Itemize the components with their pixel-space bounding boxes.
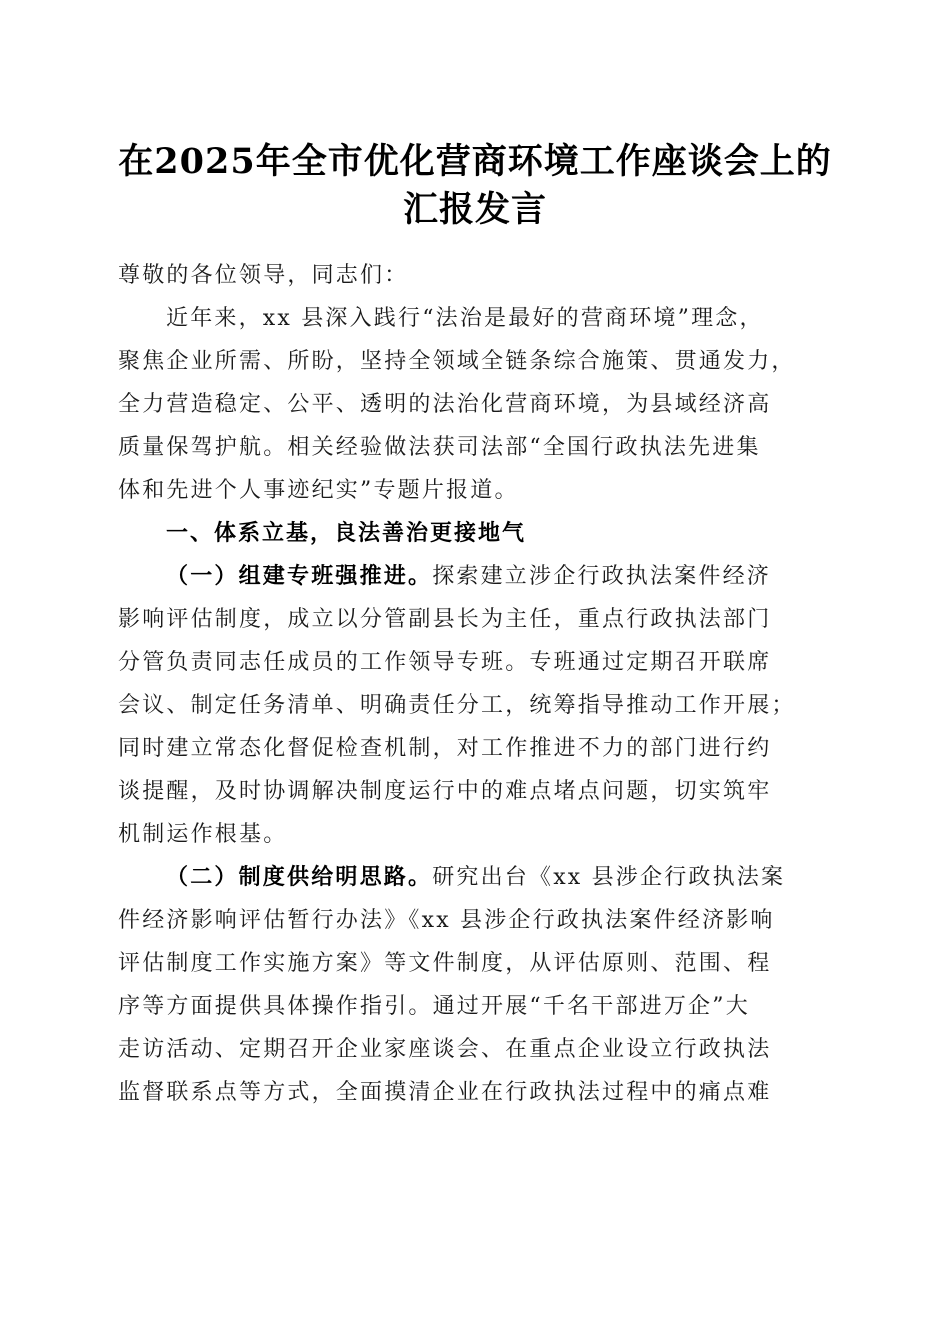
subsection-2-line: 走访活动、定期召开企业家座谈会、在重点企业设立行政执法 xyxy=(118,1037,772,1062)
intro-line: 近年来，xx 县深入践行“法治是最好的营商环境”理念， xyxy=(166,306,764,331)
title-line-1: 在2025年全市优化营商环境工作座谈会上的 xyxy=(118,141,832,182)
subsection-1-first-line xyxy=(118,555,838,598)
document-body xyxy=(118,254,838,1114)
subsection-2-first-line xyxy=(118,856,838,899)
subsection-2-text: 研究出台《xx 县涉企行政执法案 xyxy=(432,865,786,890)
title-line-2: 汇报发言 xyxy=(402,189,547,230)
salutation: 尊敬的各位领导，同志们： xyxy=(118,263,409,288)
subsection-1-text: 探索建立涉企行政执法案件经济 xyxy=(432,564,772,589)
subsection-2-line: 件经济影响评估暂行办法》《xx 县涉企行政执法案件经济影响 xyxy=(118,908,775,933)
intro-line: 聚焦企业所需、所盼，坚持全领域全链条综合施策、贯通发力， xyxy=(118,349,796,374)
subsection-1-line: 会议、制定任务清单、明确责任分工，统筹指导推动工作开展； xyxy=(118,693,796,718)
subsection-1-line: 同时建立常态化督促检查机制，对工作推进不力的部门进行约 xyxy=(118,736,772,761)
subsection-1-line: 影响评估制度，成立以分管副县长为主任，重点行政执法部门 xyxy=(118,607,772,632)
subsection-2-line: 序等方面提供具体操作指引。通过开展“千名干部进万企”大 xyxy=(118,994,750,1019)
subsection-2-line: 评估制度工作实施方案》等文件制度，从评估原则、范围、程 xyxy=(118,951,772,976)
subsection-1-line: 机制运作根基。 xyxy=(118,822,288,847)
subsection-1-label: （一）组建专班强推进。 xyxy=(166,563,433,589)
subsection-2-label: （二）制度供给明思路。 xyxy=(166,864,433,890)
intro-line: 体和先进个人事迹纪实”专题片报道。 xyxy=(118,478,519,503)
document-title xyxy=(110,138,840,234)
subsection-2-line: 监督联系点等方式，全面摸清企业在行政执法过程中的痛点难 xyxy=(118,1080,772,1105)
intro-line: 质量保驾护航。相关经验做法获司法部“全国行政执法先进集 xyxy=(118,435,761,460)
subsection-1-line: 谈提醒，及时协调解决制度运行中的难点堵点问题，切实筑牢 xyxy=(118,779,772,804)
intro-line: 全力营造稳定、公平、透明的法治化营商环境，为县域经济高 xyxy=(118,392,772,417)
section-heading-1: 一、体系立基，良法善治更接地气 xyxy=(166,521,527,546)
subsection-1-line: 分管负责同志任成员的工作领导专班。专班通过定期召开联席 xyxy=(118,650,772,675)
